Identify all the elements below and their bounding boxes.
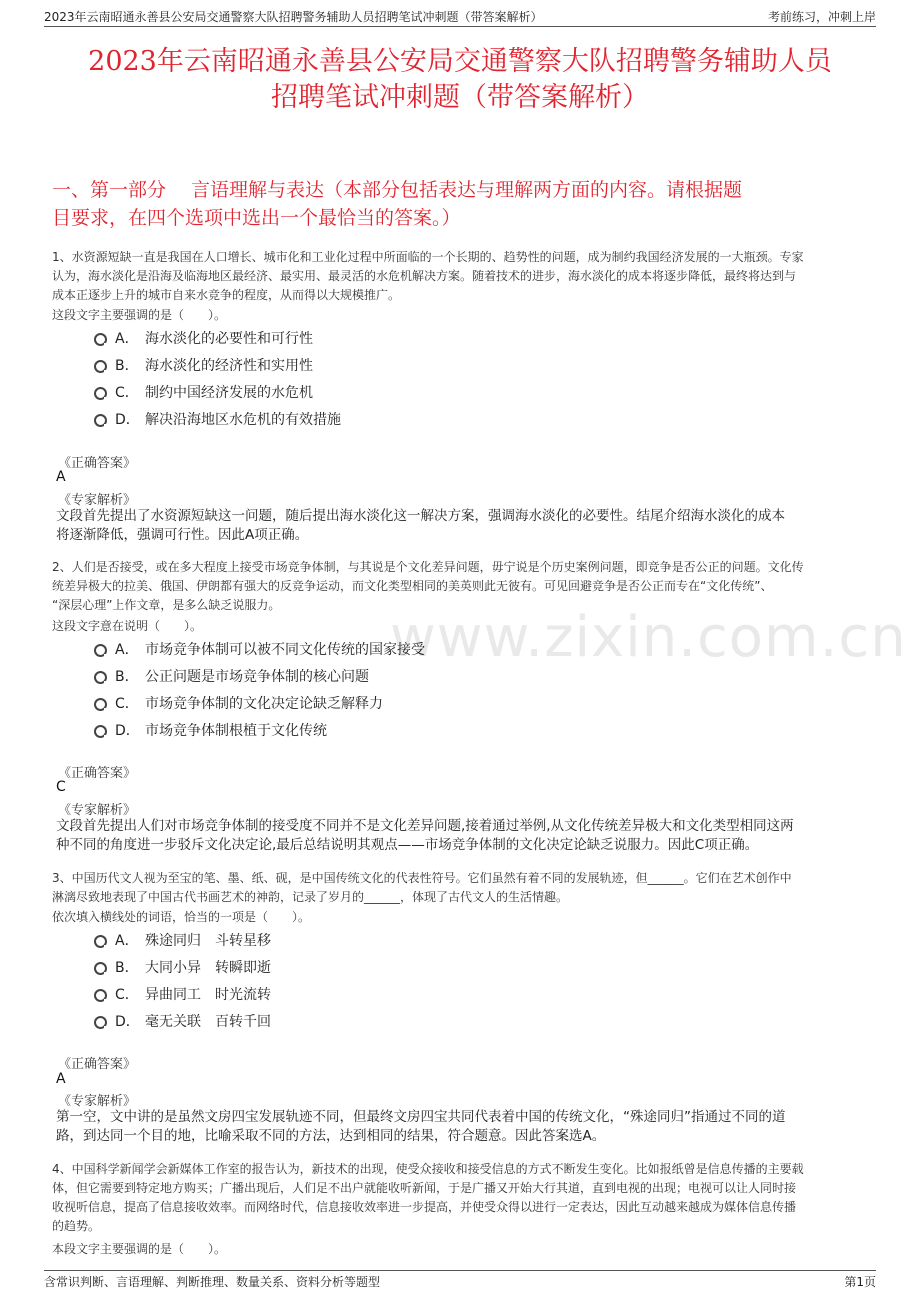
question-line: “深层心理”上作文章，是多么缺乏说服力。 [52,598,281,612]
option-letter: C． [115,696,139,712]
radio-icon[interactable] [94,935,107,948]
answer-label: 《正确答案》 [58,766,137,781]
question-1-answer: A [56,469,66,485]
question-2-answer: C [56,779,66,795]
option-letter: D． [115,412,140,428]
question-line: 3、中国历代文人视为至宝的笔、墨、纸、砚，是中国传统文化的代表性符号。它们虽然有着不同的发展轨迹，但______。它们在艺术创作中 [52,871,792,885]
option-text: 制约中国经济发展的水危机 [145,385,313,401]
question-line: 统差异极大的拉美、俄国、伊朗都有强大的反竞争运动，而文化类型相同的美英则此无彼有。可见回避竞争是否公正而专在“文化传统”、 [52,579,773,593]
analysis-line: 种不同的角度进一步驳斥文化决定论,最后总结说明其观点——市场竞争体制的文化决定论缺乏说服力。因此C项正确。 [56,837,759,853]
question-1-prompt: 这段文字主要强调的是（ ）。 [52,308,227,322]
option-letter: C． [115,385,139,401]
option-text: 异曲同工 时光流转 [145,987,271,1003]
question-1-option-a[interactable] [94,328,313,348]
page-header [44,8,876,27]
header-doc-title: 2023年云南昭通永善县公安局交通警察大队招聘警务辅助人员招聘笔试冲刺题（带答案解析） [44,10,543,24]
question-2-analysis [56,817,868,855]
option-text: 解决沿海地区水危机的有效措施 [145,412,341,428]
title-line-2: 招聘笔试冲刺题（带答案解析） [271,82,649,113]
question-1-analysis [56,507,868,545]
header-slogan: 考前练习，冲刺上岸 [767,10,876,24]
analysis-label: 《专家解析》 [58,493,137,508]
question-1-option-d[interactable] [94,409,341,429]
question-line: 成本正逐步上升的城市自来水竞争的程度，从而得以大规模推广。 [52,288,401,302]
question-line: 4、中国科学新闻学会新媒体工作室的报告认为，新技术的出现，使受众接收和接受信息的方式不断发生变化。比如报纸曾是信息传播的主要载 [52,1162,804,1176]
question-3-option-c[interactable] [94,984,271,1004]
radio-icon[interactable] [94,725,107,738]
option-letter: A． [115,933,139,949]
section-line-2: 目要求，在四个选项中选出一个最恰当的答案。） [52,207,461,229]
option-text: 市场竞争体制根植于文化传统 [145,723,327,739]
question-line: 2、人们是否接受，或在多大程度上接受市场竞争体制，与其说是个文化差异问题，毋宁说是个历史案例问题，即竞争是否公正的问题。文化传 [52,560,804,574]
option-text: 殊途同归 斗转星移 [145,933,271,949]
option-text: 市场竞争体制的文化决定论缺乏解释力 [145,696,383,712]
question-line: 的趋势。 [52,1219,101,1233]
radio-icon[interactable] [94,387,107,400]
question-4-text [52,1160,868,1236]
option-text: 毫无关联 百转千回 [145,1014,271,1030]
section-line-1: 一、第一部分 言语理解与表达（本部分包括表达与理解两方面的内容。请根据题 [52,179,743,201]
option-text: 海水淡化的经济性和实用性 [145,358,313,374]
question-line: 收视听信息，提高了信息接收效率。而网络时代，信息接收效率进一步提高，并使受众得以进行一定表达，因此互动越来越成为媒体信息传播 [52,1200,797,1214]
option-letter: D． [115,1014,140,1030]
question-3-option-a[interactable] [94,930,271,950]
option-letter: C． [115,987,139,1003]
option-letter: B． [115,669,139,685]
option-letter: B． [115,358,139,374]
question-2-option-b[interactable] [94,666,369,686]
question-line: 1、水资源短缺一直是我国在人口增长、城市化和工业化过程中所面临的一个长期的、趋势性的问题，成为制约我国经济发展的一大瓶颈。专家 [52,250,804,264]
radio-icon[interactable] [94,671,107,684]
question-1-option-b[interactable] [94,355,313,375]
document-title [40,44,880,116]
page-footer [44,1270,876,1289]
title-line-1: 2023年云南昭通永善县公安局交通警察大队招聘警务辅助人员 [88,46,832,77]
analysis-line: 路，到达同一个目的地，比喻采取不同的方法，达到相同的结果，符合题意。因此答案选A。 [56,1128,606,1144]
option-letter: B． [115,960,139,976]
analysis-line: 文段首先提出人们对市场竞争体制的接受度不同并不是文化差异问题,接着通过举例,从文化传统差异极大和文化类型相同这两 [56,818,794,834]
radio-icon[interactable] [94,698,107,711]
question-4-prompt: 本段文字主要强调的是（ ）。 [52,1242,227,1256]
option-text: 公正问题是市场竞争体制的核心问题 [145,669,369,685]
question-line: 淋漓尽致地表现了中国古代书画艺术的神韵，记录了岁月的______，体现了古代文人的生活情趣。 [52,890,569,904]
section-heading [52,176,868,232]
question-3-prompt: 依次填入横线处的词语，恰当的一项是（ ）。 [52,910,311,924]
question-2-option-d[interactable] [94,720,327,740]
option-text: 海水淡化的必要性和可行性 [145,331,313,347]
radio-icon[interactable] [94,333,107,346]
analysis-line: 文段首先提出了水资源短缺这一问题，随后提出海水淡化这一解决方案，强调海水淡化的必要性。结尾介绍海水淡化的成本 [56,508,785,524]
radio-icon[interactable] [94,644,107,657]
question-2-option-a[interactable] [94,639,425,659]
analysis-line: 第一空，文中讲的是虽然文房四宝发展轨迹不同，但最终文房四宝共同代表着中国的传统文化，“殊途同归”指通过不同的道 [56,1109,786,1125]
question-line: 认为，海水淡化是沿海及临海地区最经济、最实用、最灵活的水危机解决方案。随着技术的进步，海水淡化的成本将逐步降低，最终将达到与 [52,269,797,283]
answer-label: 《正确答案》 [58,456,137,471]
question-1-text [52,248,868,305]
watermark: www.zixin.com.cn [390,605,907,670]
footer-note: 含常识判断、言语理解、判断推理、数量关系、资料分析等题型 [44,1275,381,1289]
option-letter: D． [115,723,140,739]
option-text: 大同小异 转瞬即逝 [145,960,271,976]
question-3-option-b[interactable] [94,957,271,977]
analysis-line: 将逐渐降低，强调可行性。因此A项正确。 [56,527,309,543]
radio-icon[interactable] [94,962,107,975]
question-2-text [52,558,868,615]
answer-label: 《正确答案》 [58,1057,137,1072]
radio-icon[interactable] [94,989,107,1002]
question-1-option-c[interactable] [94,382,313,402]
question-3-text [52,869,868,907]
radio-icon[interactable] [94,1016,107,1029]
analysis-label: 《专家解析》 [58,803,137,818]
question-2-prompt: 这段文字意在说明（ ）。 [52,619,203,633]
option-letter: A． [115,642,139,658]
question-3-answer: A [56,1071,66,1087]
question-3-option-d[interactable] [94,1011,271,1031]
question-line: 体，但它需要到特定地方购买；广播出现后，人们足不出户就能收听新闻，于是广播又开始大行其道，直到电视的出现；电视可以让人同时接 [52,1181,797,1195]
analysis-label: 《专家解析》 [58,1094,137,1109]
question-3-analysis [56,1108,868,1146]
option-text: 市场竞争体制可以被不同文化传统的国家接受 [145,642,425,658]
radio-icon[interactable] [94,360,107,373]
question-2-option-c[interactable] [94,693,383,713]
page-number: 第1页 [844,1275,876,1289]
option-letter: A． [115,331,139,347]
radio-icon[interactable] [94,414,107,427]
